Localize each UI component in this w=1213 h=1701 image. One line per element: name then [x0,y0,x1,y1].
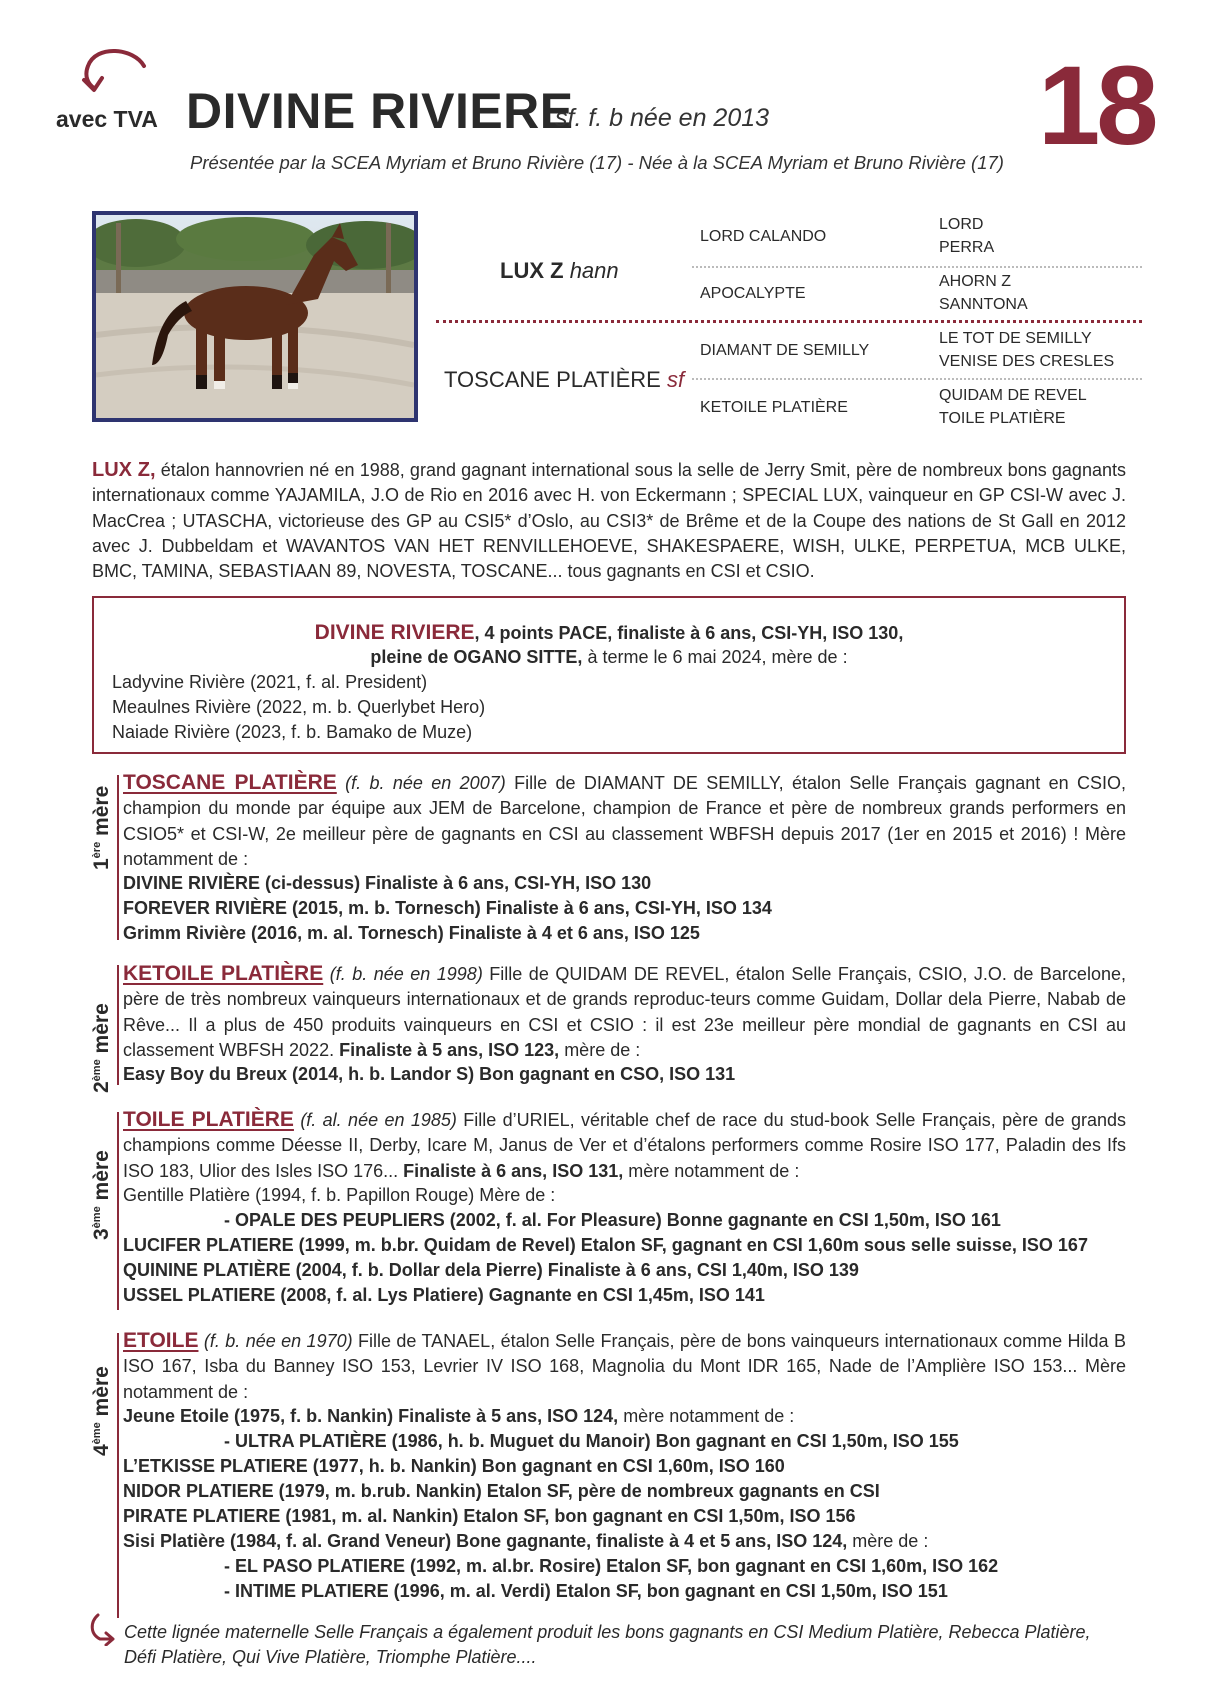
presented-by: Présentée par la SCEA Myriam et Bruno Rivière (17) - Née à la SCEA Myriam et Bruno Rivière (17) [190,152,1004,173]
mother-4-paragraph: ETOILE (f. b. née en 1970) Fille de TANAEL, étalon Selle Français, père de bons vainqueurs internationaux comme Hilda B ISO 167, Isba du Banney ISO 153, Levrier IV ISO 168, Magnolia du Mont IDR 165, Nade de l’Amplière ISO 153... Mère notamment de : [123,1329,1126,1402]
offspring-line: QUININE PLATIÈRE (2004, f. b. Dollar dela Pierre) Finaliste à 6 ans, CSI 1,40m, ISO 139 [123,1260,859,1280]
foal-line: Ladyvine Rivière (2021, f. al. President) [112,672,428,692]
great-1: LORD [939,216,984,233]
offspring-line: NIDOR PLATIERE (1979, m. b.rub. Nankin) Etalon SF, père de nombreux gagnants en CSI [123,1481,880,1501]
mother-3-paragraph: TOILE PLATIÈRE (f. al. née en 1985) Fille d’URIEL, véritable chef de race du stud-book Selle Français, père de grands champions comme Déesse II, Derby, Icare M, Janus de Ver et d’étalons performers comme Rosire ISO 177, Paladin des Ifs ISO 183, Ulior des Isles ISO 176... Finaliste à 6 ans, ISO 131, mère notamment de : [123,1108,1126,1181]
grand-offspring-line: - OPALE DES PEUPLIERS (2002, f. al. For Pleasure) Bonne gagnante en CSI 1,50m, ISO 161 [224,1210,1001,1230]
great-7: QUIDAM DE REVEL [939,387,1087,404]
mother-1-label: 1ère mère [90,785,113,870]
offspring-line: Grimm Rivière (2016, m. al. Tornesch) Finaliste à 4 et 6 ans, ISO 125 [123,923,700,943]
box-pregnancy: pleine de OGANO SITTE, à terme le 6 mai 2024, mère de : [370,647,848,667]
granddam-2: KETOILE PLATIÈRE [700,399,848,416]
foal-line: Meaulnes Rivière (2022, m. b. Querlybet Hero) [112,697,486,717]
pedigree-divider [692,266,1142,268]
curved-arrow-icon [74,44,154,100]
mother-4-rule [117,1333,119,1618]
great-3: AHORN Z [939,273,1011,290]
foal-line: Naiade Rivière (2023, f. b. Bamako de Muze) [112,722,473,742]
dam-name: TOSCANE PLATIÈRE sf [444,367,685,392]
offspring-line: L’ETKISSE PLATIERE (1977, h. b. Nankin) Bon gagnant en CSI 1,60m, ISO 160 [123,1456,785,1476]
return-arrow-icon [86,1612,118,1646]
lux-z-paragraph: LUX Z, étalon hannovrien né en 1988, grand gagnant international sous la selle de Jerry Smit, père de nombreux bons gagnants internationaux comme YAJAMILA, J.O de Rio en 2016 avec H. von Eckermann ; SPECIAL LUX, vainqueur en GP CSI-W avec J. MacCrea ; UTASCHA, victorieuse des GP au CSI5* d’Oslo, au CSI3* de Brême et de la Coupe des nations de St Gall en 2012 avec J. Dubbeldam et WAVANTOS VAN HET RENVILLEHOEVE, SHAKESPAERE, WISH, ULKE, PERPETUA, MCB ULKE, BMC, TAMINA, SEBASTIAAN 89, NOVESTA, TOSCANE... tous gagnants en CSI et CSIO. [92,459,1126,582]
mother-1-paragraph: TOSCANE PLATIÈRE (f. b. née en 2007) Fille de DIAMANT DE SEMILLY, étalon Selle Français gagnant en CSIO, champion du monde par équipe aux JEM de Barcelone, champion de France et père de nombreux grands performers en CSIO5* et CSI-W, 2e meilleur père de gagnants en CSI au classement WBFSH depuis 2017 (1er en 2015 et 2016) ! Mère notamment de : [123,771,1126,869]
sire-name: LUX Z hann [500,258,619,283]
grand-offspring-line: - INTIME PLATIERE (1996, m. al. Verdi) Etalon SF, bon gagnant en CSI 1,50m, ISO 151 [224,1581,948,1601]
great-4: SANNTONA [939,296,1028,313]
mother-3-rule [117,1112,119,1310]
mother-2-rule [117,965,119,1085]
great-5: LE TOT DE SEMILLY [939,330,1092,347]
offspring-line: PIRATE PLATIERE (1981, m. al. Nankin) Etalon SF, bon gagnant en CSI 1,50m, ISO 156 [123,1506,856,1526]
mother-4-label: 4ème mère [90,1366,113,1456]
horse-subtitle: sf. f. b née en 2013 [555,104,770,132]
lot-number: 18 [1038,43,1155,168]
horse-name-title: DIVINE RIVIERE [186,83,574,139]
mother-2-label: 2ème mère [90,1003,113,1093]
great-8: TOILE PLATIÈRE [939,410,1066,427]
grandsire-1: LORD CALANDO [700,228,827,245]
mother-2-paragraph: KETOILE PLATIÈRE (f. b. née en 1998) Fille de QUIDAM DE REVEL, étalon Selle Français, CSIO, J.O. de Barcelone, père de très nombreux vainqueurs internationaux et de grands reproduc-teurs comme Guidam, Dollar dela Pierre, Nabab de Rêve... Il a plus de 450 produits vainqueurs en CSI et CSIO : il est 23e meilleur père mondial de gagnants en CSI au classement WBFSH 2022. Finaliste à 5 ans, ISO 123, mère de : [123,962,1126,1060]
granddam-1: APOCALYPTE [700,285,806,302]
offspring-line: Jeune Etoile (1975, f. b. Nankin) Finaliste à 5 ans, ISO 124, mère notamment de : [123,1406,795,1426]
offspring-line: Sisi Platière (1984, f. al. Grand Veneur) Bone gagnante, finaliste à 4 et 5 ans, ISO 124, mère de : [123,1531,929,1551]
offspring-line: Easy Boy du Breux (2014, h. b. Landor S) Bon gagnant en CSO, ISO 131 [123,1064,736,1084]
mother-1-rule [117,775,119,940]
tva-label: avec TVA [56,106,158,132]
divine-riviere-box [92,596,1126,754]
offspring-line: DIVINE RIVIÈRE (ci-dessus) Finaliste à 6 ans, CSI-YH, ISO 130 [123,873,652,893]
mother-3-label: 3ème mère [90,1150,113,1240]
offspring-line: LUCIFER PLATIERE (1999, m. b.br. Quidam de Revel) Etalon SF, gagnant en CSI 1,60m sous selle suisse, ISO 167 [123,1235,1088,1255]
offspring-line: FOREVER RIVIÈRE (2015, m. b. Tornesch) Finaliste à 6 ans, CSI-YH, ISO 134 [123,898,772,918]
box-title: DIVINE RIVIERE, 4 points PACE, finaliste à 6 ans, CSI-YH, ISO 130, [314,621,904,644]
offspring-line: USSEL PLATIERE (2008, f. al. Lys Platiere) Gagnante en CSI 1,45m, ISO 141 [123,1285,765,1305]
pedigree-divider-main [436,320,1142,323]
pedigree-divider [692,378,1142,380]
great-6: VENISE DES CRESLES [939,353,1115,370]
offspring-line: Gentille Platière (1994, f. b. Papillon Rouge) Mère de : [123,1185,556,1205]
grandsire-2: DIAMANT DE SEMILLY [700,342,870,359]
footer-note: Cette lignée maternelle Selle Français a également produit les bons gagnants en CSI Medium Platière, Rebecca Platière, Défi Platière, Qui Vive Platière, Triomphe Platière.... [124,1622,1091,1668]
horse-photo [92,211,418,422]
grand-offspring-line: - EL PASO PLATIERE (1992, m. al.br. Rosire) Etalon SF, bon gagnant en CSI 1,60m, ISO 162 [224,1556,999,1576]
great-2: PERRA [939,239,995,256]
grand-offspring-line: - ULTRA PLATIÈRE (1986, h. b. Muguet du Manoir) Bon gagnant en CSI 1,50m, ISO 155 [224,1431,959,1451]
